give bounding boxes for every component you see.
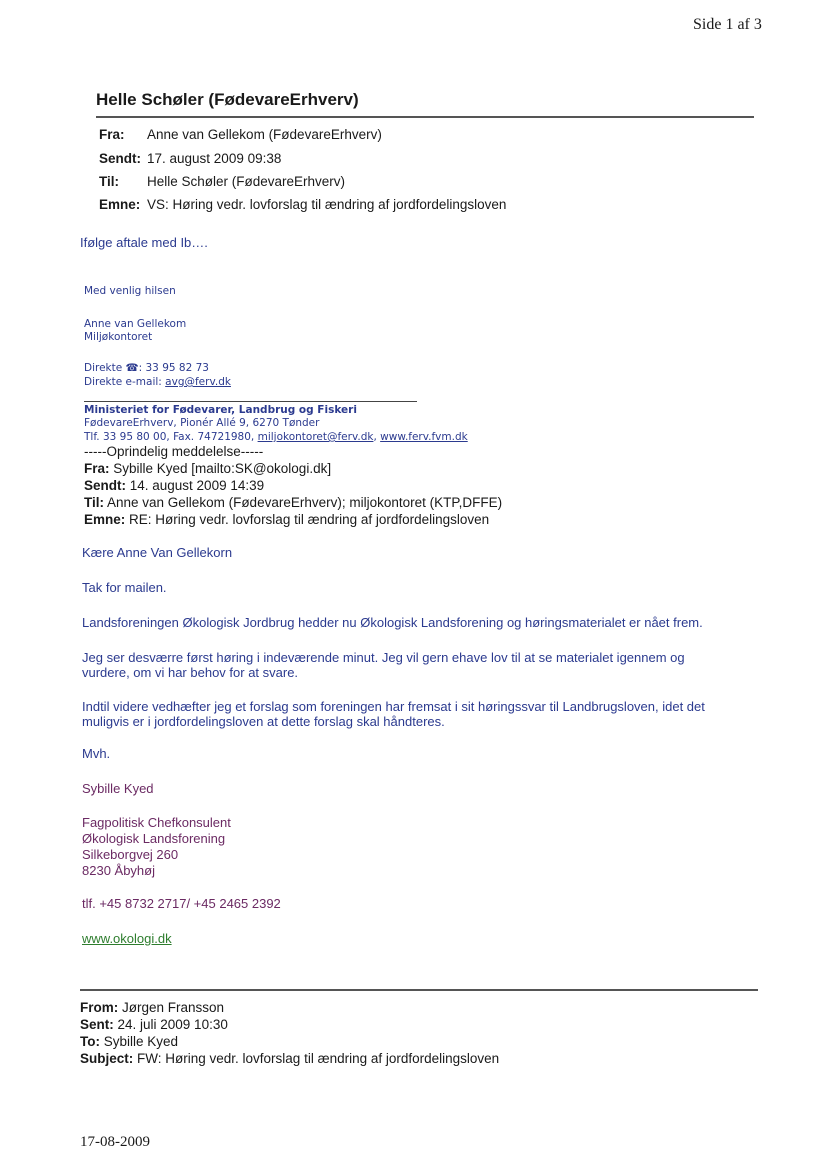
- signature-contact-line: [84, 431, 468, 443]
- page-number: Side 1 af 3: [693, 16, 762, 33]
- header-sent-row: [99, 151, 281, 166]
- header-label: Emne:: [99, 197, 141, 212]
- contact-separator: ,: [373, 431, 381, 443]
- header-label: Fra:: [99, 127, 125, 142]
- forwarded-value: FW: Høring vedr. lovforslag til ændring af jordfordelingsloven: [133, 1051, 500, 1066]
- original-subject-row: [84, 512, 489, 527]
- original-label: Til:: [84, 495, 104, 510]
- sender-title: Fagpolitisk Chefkonsulent: [82, 815, 231, 830]
- header-value: Helle Schøler (FødevareErhverv): [147, 174, 346, 189]
- original-value: Sybille Kyed [mailto:SK@okologi.dk]: [109, 461, 332, 476]
- forwarded-value: Sybille Kyed: [100, 1034, 179, 1049]
- email-link[interactable]: avg@ferv.dk: [165, 376, 231, 388]
- header-value: VS: Høring vedr. lovforslag til ændring af jordfordelingsloven: [147, 197, 507, 212]
- forwarded-from-row: [80, 1000, 224, 1015]
- sender-name: Sybille Kyed: [82, 781, 154, 796]
- forwarded-label: From:: [80, 1000, 119, 1015]
- sender-city: 8230 Åbyhøj: [82, 863, 155, 878]
- forwarded-value: 24. juli 2009 10:30: [113, 1017, 228, 1032]
- sender-phone: tlf. +45 8732 2717/ +45 2465 2392: [82, 896, 281, 911]
- page-title: Helle Schøler (FødevareErhverv): [96, 90, 359, 109]
- footer-date: 17-08-2009: [80, 1134, 150, 1150]
- header-label: Til:: [99, 174, 119, 189]
- contact-email-link[interactable]: miljokontoret@ferv.dk: [257, 431, 374, 443]
- header-value: Anne van Gellekom (FødevareErhverv): [147, 127, 382, 142]
- signature-greeting: Med venlig hilsen: [84, 285, 176, 297]
- original-label: Sendt:: [84, 478, 126, 493]
- header-from-row: [99, 127, 382, 142]
- contact-web-link[interactable]: www.ferv.fvm.dk: [380, 431, 468, 443]
- sender-street: Silkeborgvej 260: [82, 847, 179, 862]
- original-label: Fra:: [84, 461, 110, 476]
- title-divider: [96, 116, 754, 118]
- original-label: Emne:: [84, 512, 126, 527]
- forwarded-label: Subject:: [80, 1051, 134, 1066]
- intro-text: Ifølge aftale med Ib….: [80, 235, 208, 250]
- signature-phone: Direkte ☎: 33 95 82 73: [84, 362, 209, 374]
- message-salutation: Kære Anne Van Gellekorn: [82, 545, 233, 560]
- forwarded-value: Jørgen Fransson: [118, 1000, 225, 1015]
- message-paragraph: muligvis er i jordfordelingsloven at dette forslag skal håndteres.: [82, 714, 445, 729]
- forwarded-to-row: [80, 1034, 178, 1049]
- website-link[interactable]: www.okologi.dk: [82, 931, 172, 946]
- original-separator: -----Oprindelig meddelelse-----: [84, 444, 264, 459]
- signature-name: Anne van Gellekom: [84, 318, 187, 330]
- forward-divider: [80, 989, 758, 991]
- original-to-row: [84, 495, 502, 510]
- header-to-row: [99, 174, 345, 189]
- email-label: Direkte e-mail:: [84, 376, 166, 388]
- signature-department: Miljøkontoret: [84, 331, 153, 343]
- signature-organization: Ministeriet for Fødevarer, Landbrug og Fiskeri: [84, 404, 357, 416]
- original-from-row: [84, 461, 331, 476]
- sender-organization: Økologisk Landsforening: [82, 831, 226, 846]
- header-value: 17. august 2009 09:38: [147, 151, 282, 166]
- message-paragraph: Jeg ser desværre først høring i indeværende minut. Jeg vil gern ehave lov til at se materialet igennem og: [82, 650, 685, 665]
- message-paragraph: Landsforeningen Økologisk Jordbrug hedder nu Økologisk Landsforening og høringsmaterialet er nået frem.: [82, 615, 703, 630]
- signature-divider: [84, 401, 417, 402]
- header-label: Sendt:: [99, 151, 141, 166]
- message-thanks: Tak for mailen.: [82, 580, 167, 595]
- original-value: 14. august 2009 14:39: [126, 478, 265, 493]
- original-sent-row: [84, 478, 264, 493]
- forwarded-subject-row: [80, 1051, 499, 1066]
- signature-email-line: [84, 376, 231, 388]
- forwarded-label: To:: [80, 1034, 100, 1049]
- header-subject-row: [99, 197, 506, 212]
- message-closing: Mvh.: [82, 746, 111, 761]
- forwarded-sent-row: [80, 1017, 228, 1032]
- forwarded-label: Sent:: [80, 1017, 114, 1032]
- original-value: RE: Høring vedr. lovforslag til ændring af jordfordelingsloven: [125, 512, 490, 527]
- signature-address: FødevareErhverv, Pionér Allé 9, 6270 Tønder: [84, 417, 320, 429]
- contact-prefix: Tlf. 33 95 80 00, Fax. 74721980,: [84, 431, 258, 443]
- message-paragraph: Indtil videre vedhæfter jeg et forslag som foreningen har fremsat i sit høringssvar til Landbrugsloven, idet det: [82, 699, 705, 714]
- message-paragraph: vurdere, om vi har behov for at svare.: [82, 665, 299, 680]
- original-value: Anne van Gellekom (FødevareErhverv); miljokontoret (KTP,DFFE): [104, 495, 503, 510]
